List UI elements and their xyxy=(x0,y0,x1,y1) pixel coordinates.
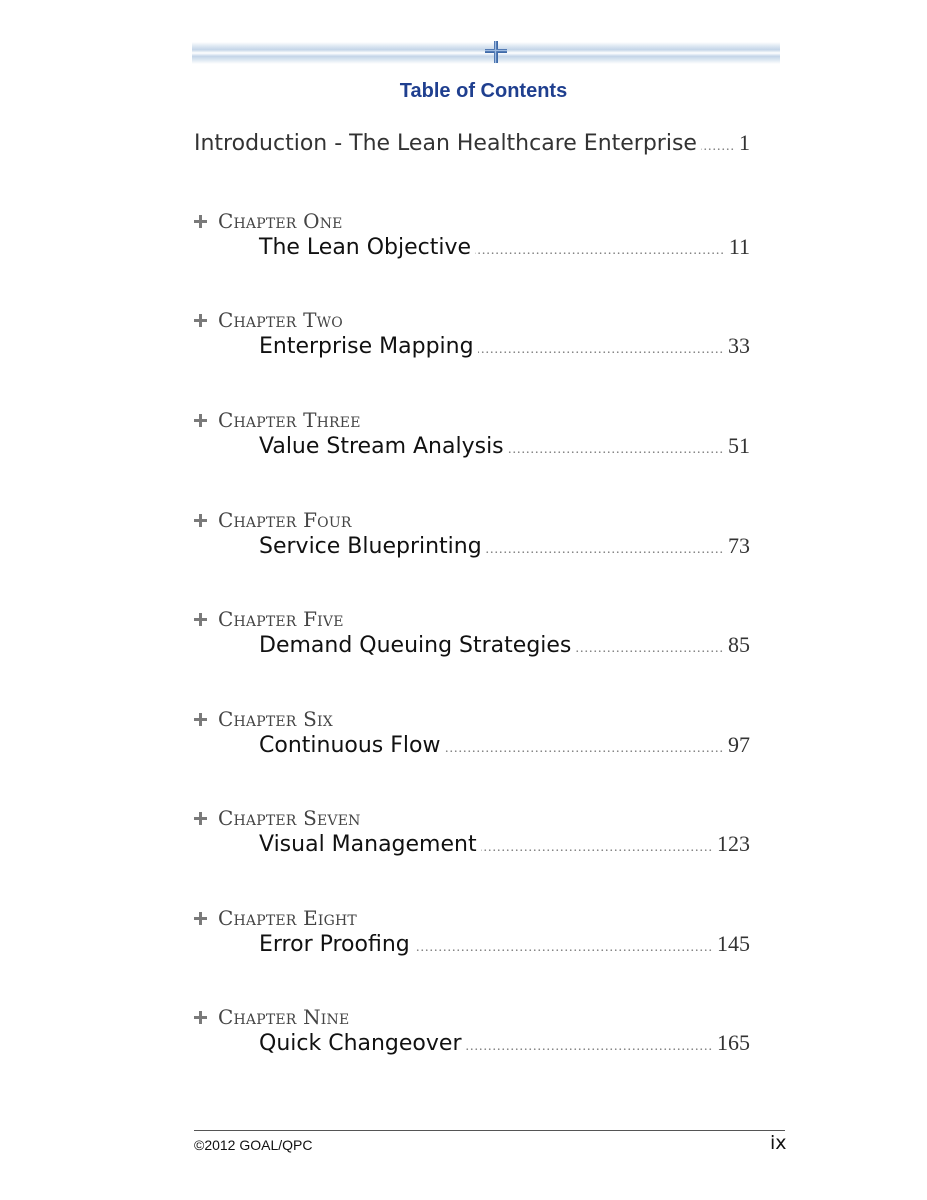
plus-icon xyxy=(194,215,207,228)
dot-leader xyxy=(701,139,735,155)
footer-page-number: ix xyxy=(770,1132,787,1154)
chapter-title: Quick Changeover xyxy=(259,1031,462,1056)
chapter-page-number: 97 xyxy=(728,732,750,757)
plus-icon xyxy=(194,1011,207,1024)
dot-leader xyxy=(486,542,724,558)
toc-chapter-entry[interactable] xyxy=(194,805,750,857)
chapter-heading: Chapter Three xyxy=(218,408,361,432)
chapter-heading: Chapter Two xyxy=(218,308,343,332)
chapter-title: The Lean Objective xyxy=(259,235,472,260)
chapter-heading: Chapter Eight xyxy=(218,906,357,930)
toc-chapter-entry[interactable] xyxy=(194,706,750,758)
chapter-page-number: 51 xyxy=(728,433,750,458)
toc-chapter-entry[interactable] xyxy=(194,307,750,359)
toc-chapter-entry[interactable] xyxy=(194,606,750,658)
plus-icon xyxy=(194,414,207,427)
chapter-heading: Chapter Six xyxy=(218,707,333,731)
plus-icon xyxy=(194,514,207,527)
footer-copyright: ©2012 GOAL/QPC xyxy=(194,1137,313,1153)
chapter-page-number: 85 xyxy=(728,632,750,657)
toc-chapter-entry[interactable] xyxy=(194,905,750,957)
intro-page-number: 1 xyxy=(739,130,750,155)
chapter-heading: Chapter Four xyxy=(218,508,352,532)
chapter-title: Value Stream Analysis xyxy=(259,434,504,459)
chapter-title: Visual Management xyxy=(259,832,477,857)
chapter-page-number: 33 xyxy=(728,333,750,358)
header-cross-icon xyxy=(484,40,508,64)
plus-icon xyxy=(194,912,207,925)
toc-chapter-entry[interactable] xyxy=(194,407,750,459)
chapter-page-number: 123 xyxy=(717,831,750,856)
plus-icon xyxy=(194,613,207,626)
dot-leader xyxy=(478,342,724,358)
toc-chapter-entry[interactable] xyxy=(194,507,750,559)
toc-chapter-entry[interactable] xyxy=(194,208,750,260)
chapter-page-number: 165 xyxy=(717,1030,750,1055)
plus-icon xyxy=(194,314,207,327)
chapter-page-number: 145 xyxy=(717,931,750,956)
chapter-title: Enterprise Mapping xyxy=(259,334,474,359)
dot-leader xyxy=(444,741,724,757)
chapter-heading: Chapter Five xyxy=(218,607,344,631)
page-title: Table of Contents xyxy=(399,80,568,102)
toc-intro-entry[interactable] xyxy=(194,130,750,156)
intro-label: Introduction - The Lean Healthcare Enterprise xyxy=(194,131,697,156)
dot-leader xyxy=(475,243,725,259)
dot-leader xyxy=(466,1039,714,1055)
plus-icon xyxy=(194,713,207,726)
chapter-heading: Chapter One xyxy=(218,209,343,233)
chapter-page-number: 73 xyxy=(728,533,750,558)
chapter-title: Error Proofing xyxy=(259,932,410,957)
chapter-heading: Chapter Seven xyxy=(218,806,361,830)
chapter-title: Service Blueprinting xyxy=(259,534,482,559)
dot-leader xyxy=(508,442,724,458)
dot-leader xyxy=(575,641,724,657)
chapter-title: Continuous Flow xyxy=(259,733,441,758)
chapter-page-number: 11 xyxy=(728,234,750,259)
plus-icon xyxy=(194,812,207,825)
dot-leader xyxy=(481,840,713,856)
chapter-title: Demand Queuing Strategies xyxy=(259,633,572,658)
dot-leader xyxy=(414,940,713,956)
toc-chapter-entry[interactable] xyxy=(194,1004,750,1056)
chapter-heading: Chapter Nine xyxy=(218,1005,350,1029)
footer-divider xyxy=(194,1130,785,1131)
